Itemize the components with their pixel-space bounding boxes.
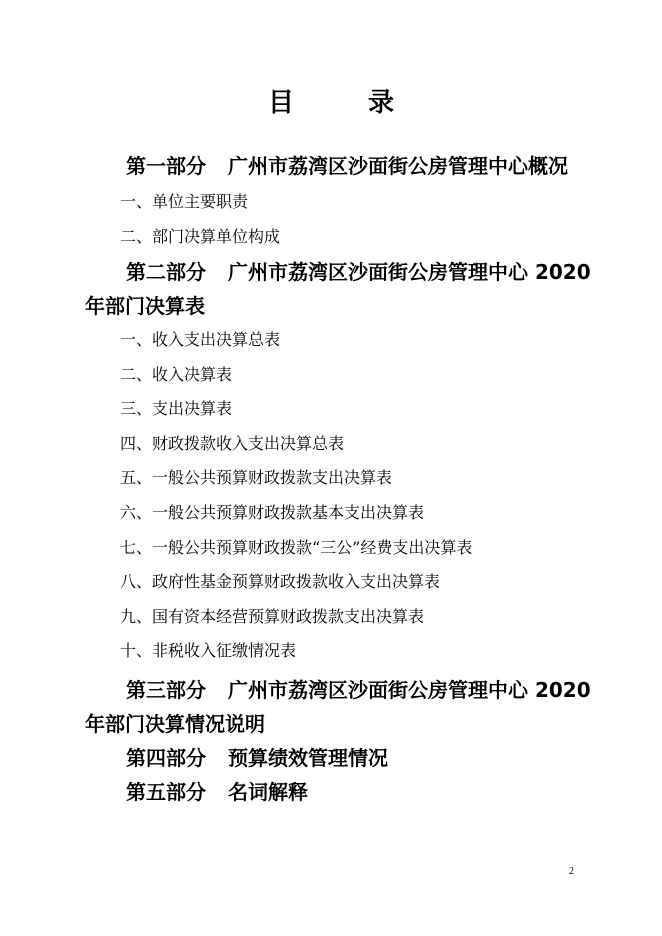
page-number: 2 <box>569 866 574 877</box>
toc-part-3-line2[interactable]: 年部门决算情况说明 <box>85 712 265 736</box>
toc-part-4[interactable] <box>126 744 388 772</box>
toc-item-2-5[interactable]: 五、一般公共预算财政拨款支出决算表 <box>120 468 393 487</box>
toc-item-1-1[interactable]: 一、单位主要职责 <box>120 192 249 211</box>
toc-part-3[interactable] <box>126 676 591 704</box>
toc-item-2-3[interactable]: 三、支出决算表 <box>120 399 233 418</box>
title-char-2: 录 <box>368 88 469 118</box>
toc-part-2-line2[interactable]: 年部门决算表 <box>85 294 205 318</box>
toc-part-5[interactable] <box>126 778 308 806</box>
title-char-1: 目 <box>267 88 368 118</box>
toc-item-2-2[interactable]: 二、收入决算表 <box>120 365 233 384</box>
toc-item-2-9[interactable]: 九、国有资本经营预算财政拨款支出决算表 <box>120 607 425 626</box>
toc-part-1[interactable] <box>126 152 568 180</box>
toc-part-1-text: 广州市荔湾区沙面街公房管理中心概况 <box>228 154 568 178</box>
page-title <box>0 82 662 119</box>
toc-part-4-label: 第四部分 <box>126 746 206 770</box>
toc-item-2-4[interactable]: 四、财政拨款收入支出决算总表 <box>120 434 345 453</box>
toc-item-2-10[interactable]: 十、非税收入征缴情况表 <box>120 641 297 660</box>
toc-item-2-7[interactable]: 七、一般公共预算财政拨款“三公”经费支出决算表 <box>120 538 473 557</box>
toc-item-2-8[interactable]: 八、政府性基金预算财政拨款收入支出决算表 <box>120 572 441 591</box>
toc-part-4-text: 预算绩效管理情况 <box>228 746 388 770</box>
toc-part-5-text: 名词解释 <box>228 780 308 804</box>
toc-item-2-6[interactable]: 六、一般公共预算财政拨款基本支出决算表 <box>120 503 425 522</box>
toc-part-3-label: 第三部分 <box>126 678 206 702</box>
toc-part-3-text-line1: 广州市荔湾区沙面街公房管理中心 2020 <box>228 678 591 702</box>
toc-item-1-2[interactable]: 二、部门决算单位构成 <box>120 227 281 246</box>
toc-item-2-1[interactable]: 一、收入支出决算总表 <box>120 330 281 349</box>
toc-part-2-label: 第二部分 <box>126 260 206 284</box>
toc-part-5-label: 第五部分 <box>126 780 206 804</box>
toc-part-2[interactable] <box>126 258 591 286</box>
toc-part-2-text-line1: 广州市荔湾区沙面街公房管理中心 2020 <box>228 260 591 284</box>
toc-part-1-label: 第一部分 <box>126 154 206 178</box>
